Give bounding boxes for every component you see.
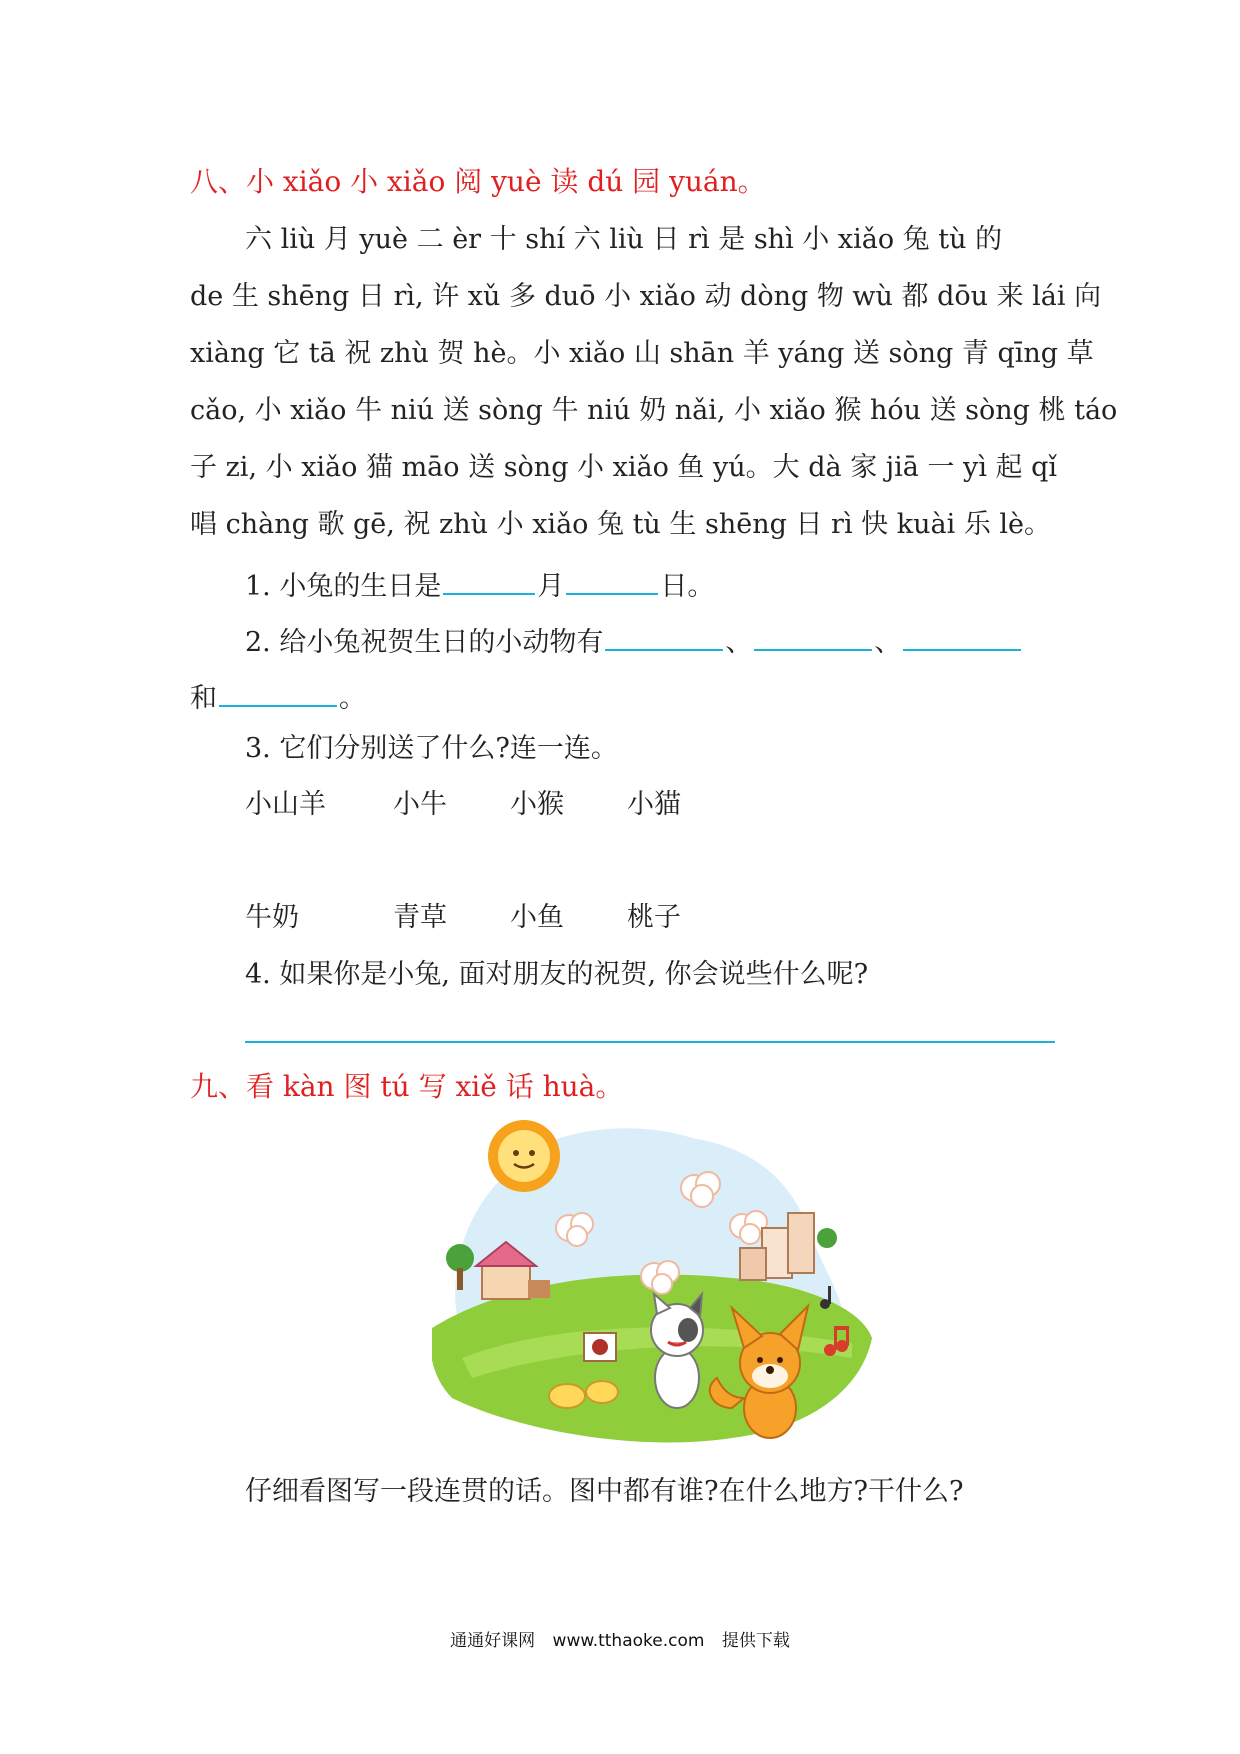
animal-item[interactable]: 小牛 [393, 789, 447, 820]
q4-answer-line[interactable] [245, 1041, 1055, 1043]
passage-line: 六 liù 月 yuè 二 èr 十 shí 六 liù 日 rì 是 shì 小 xiǎo 兔 tù 的 [245, 224, 1003, 255]
section9-heading: 九、看 kàn 图 tú 写 xiě 话 huà。 [190, 1070, 624, 1103]
gift-item[interactable]: 小鱼 [510, 902, 564, 933]
footer [0, 1626, 1240, 1651]
q2-sep: 、 [725, 627, 753, 658]
q2-prefix: 2. 给小兔祝贺生日的小动物有 [245, 627, 604, 658]
question-4: 4. 如果你是小兔, 面对朋友的祝贺, 你会说些什么呢? [245, 959, 869, 990]
passage-line: cǎo, 小 xiǎo 牛 niú 送 sòng 牛 niú 奶 nǎi, 小 xiǎo 猴 hóu 送 sòng 桃 táo [190, 395, 1118, 426]
footer-url[interactable]: www.tthaoke.com [552, 1631, 705, 1651]
section8-heading: 八、小 xiǎo 小 xiǎo 阅 yuè 读 dú 园 yuán。 [190, 165, 766, 198]
question-2 [245, 623, 1023, 656]
question-2-continued [190, 679, 366, 712]
sun-icon [488, 1120, 560, 1192]
q1-prefix: 1. 小兔的生日是 [245, 571, 442, 602]
gift-item[interactable]: 青草 [393, 902, 447, 933]
section9-instruction: 仔细看图写一段连贯的话。图中都有谁?在什么地方?干什么? [245, 1476, 964, 1507]
animal-item[interactable]: 小猴 [510, 789, 564, 820]
q2-blank-1[interactable] [605, 623, 723, 651]
passage-line: 唱 chàng 歌 gē, 祝 zhù 小 xiǎo 兔 tù 生 shēng 日 rì 快 kuài 乐 lè。 [190, 509, 1052, 540]
q1-mid: 月 [537, 571, 565, 602]
gift-item[interactable]: 牛奶 [245, 902, 299, 933]
footer-suffix: 提供下载 [721, 1631, 790, 1651]
footer-site-name: 通通好课网 [450, 1631, 536, 1651]
q1-month-blank[interactable] [443, 567, 535, 595]
passage-line: de 生 shēng 日 rì, 许 xǔ 多 duō 小 xiǎo 动 dòng 物 wù 都 dōu 来 lái 向 [190, 281, 1102, 312]
q2-sep: 、 [874, 627, 902, 658]
q2-blank-2[interactable] [754, 623, 872, 651]
animal-item[interactable]: 小山羊 [245, 789, 326, 820]
passage-line: 子 zi, 小 xiǎo 猫 māo 送 sòng 小 xiǎo 鱼 yú。大 dà 家 jiā 一 yì 起 qǐ [190, 452, 1058, 483]
gift-item[interactable]: 桃子 [627, 902, 681, 933]
q2-line2-prefix: 和 [190, 683, 217, 714]
q1-suffix: 日。 [660, 571, 715, 602]
q2-blank-4[interactable] [219, 679, 337, 707]
q2-suffix: 。 [339, 683, 366, 714]
question-3: 3. 它们分别送了什么?连一连。 [245, 733, 618, 764]
q2-blank-3[interactable] [903, 623, 1021, 651]
passage-line: xiàng 它 tā 祝 zhù 贺 hè。小 xiǎo 山 shān 羊 yáng 送 sòng 青 qīng 草 [190, 338, 1094, 369]
q1-day-blank[interactable] [566, 567, 658, 595]
animal-item[interactable]: 小猫 [627, 789, 681, 820]
cartoon-illustration [432, 1108, 872, 1464]
question-1 [245, 567, 714, 600]
